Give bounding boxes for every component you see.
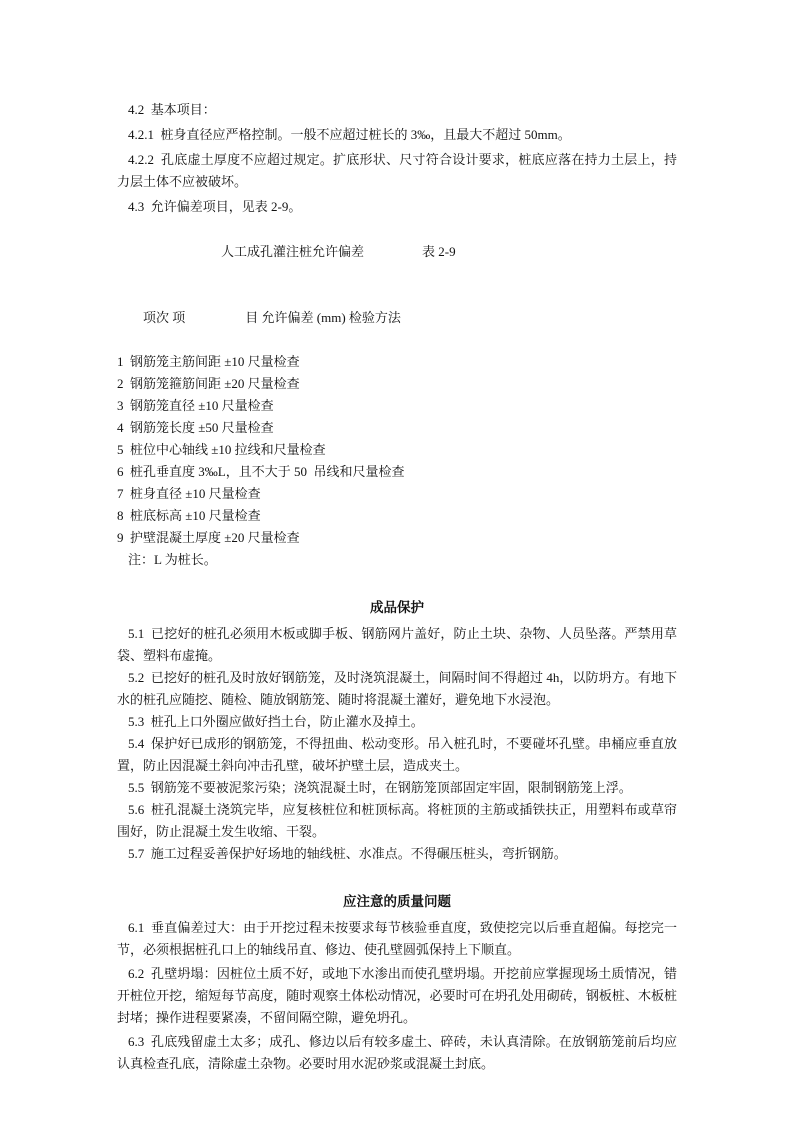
paragraph-5-2: 5.2 已挖好的桩孔及时放好钢筋笼，及时浇筑混凝土，间隔时间不得超过 4h，以防坍方。有地下水的桩孔应随挖、随检、随放钢筋笼、随时将混凝土灌好，避免地下水浸泡。 (117, 670, 677, 707)
section-heading-protection: 成品保护 (370, 600, 424, 615)
table-row: 5 桩位中心轴线 ±10 拉线和尺量检查 (117, 442, 326, 457)
table-row: 6 桩孔垂直度 3‰L，且不大于 50 吊线和尺量检查 (117, 464, 405, 479)
table-row: 3 钢筋笼直径 ±10 尺量检查 (117, 398, 274, 413)
paragraph-6-2: 6.2 孔壁坍塌：因桩位土质不好，或地下水渗出而使孔壁坍塌。开挖前应掌握现场土质情况，错开桩位开挖，缩短每节高度，随时观察土体松动情况，必要时可在坍孔处用砌砖，钢板桩、木板桩封堵；操作进程要紧凑，不留间隔空隙，避免坍孔。 (117, 966, 677, 1025)
section-product-protection (117, 597, 677, 865)
table-row: 9 护壁混凝土厚度 ±20 尺量检查 (117, 530, 300, 545)
section-quality-issues (117, 891, 677, 1075)
table-number: 表 2-9 (422, 244, 456, 259)
paragraph-5-3: 5.3 桩孔上口外圈应做好挡土台，防止灌水及掉土。 (128, 714, 424, 729)
section-heading-quality: 应注意的质量问题 (343, 894, 451, 909)
table-header-right: 目 允许偏差 (mm) 检验方法 (245, 310, 401, 325)
paragraph-4-2: 4.2 基本项目： (128, 102, 216, 117)
paragraph-5-5: 5.5 钢筋笼不要被泥浆污染；浇筑混凝土时，在钢筋笼顶部固定牢固，限制钢筋笼上浮。 (128, 780, 632, 795)
paragraph-4-3: 4.3 允许偏差项目，见表 2-9。 (128, 199, 302, 214)
table-title: 人工成孔灌注桩允许偏差 (221, 244, 365, 259)
table-header-row (117, 285, 677, 351)
table-note: 注：L 为桩长。 (128, 552, 217, 567)
paragraph-6-3: 6.3 孔底残留虚土太多；成孔、修边以后有较多虚土、碎砖，未认真清除。在放钢筋笼前后均应认真检查孔底，清除虚土杂物。必要时用水泥砂浆或混凝土封底。 (117, 1034, 677, 1071)
table-title-row (117, 219, 677, 285)
table-header-left: 项次 项 (143, 310, 186, 325)
paragraph-4-2-1: 4.2.1 桩身直径应严格控制。一般不应超过桩长的 3‰，且最大不超过 50mm。 (128, 127, 571, 142)
tolerance-table (117, 219, 677, 571)
table-row: 1 钢筋笼主筋间距 ±10 尺量检查 (117, 354, 300, 369)
table-row: 2 钢筋笼箍筋间距 ±20 尺量检查 (117, 376, 300, 391)
paragraph-5-6: 5.6 桩孔混凝土浇筑完毕，应复核桩位和桩顶标高。将桩顶的主筋或插铁扶正，用塑料布或草帘围好，防止混凝土发生收缩、干裂。 (117, 802, 677, 839)
paragraph-5-7: 5.7 施工过程妥善保护好场地的轴线桩、水准点。不得碾压桩头，弯折钢筋。 (128, 846, 567, 861)
document-content (117, 0, 677, 1077)
paragraph-6-1: 6.1 垂直偏差过大：由于开挖过程未按要求每节核验垂直度，致使挖完以后垂直超偏。每挖完一节，必须根据桩孔口上的轴线吊直、修边、使孔壁圆弧保持上下顺直。 (117, 920, 677, 957)
table-row: 8 桩底标高 ±10 尺量检查 (117, 508, 261, 523)
paragraph-5-1: 5.1 已挖好的桩孔必须用木板或脚手板、钢筋网片盖好，防止土块、杂物、人员坠落。严禁用草袋、塑料布虚掩。 (117, 626, 677, 663)
paragraph-5-4: 5.4 保护好已成形的钢筋笼，不得扭曲、松动变形。吊入桩孔时，不要碰坏孔壁。串桶应垂直放置，防止因混凝土斜向冲击孔壁，破坏护壁土层，造成夹土。 (117, 736, 677, 773)
paragraph-4-2-2: 4.2.2 孔底虚土厚度不应超过规定。扩底形状、尺寸符合设计要求，桩底应落在持力土层上，持力层土体不应被破坏。 (117, 152, 677, 189)
section-basic-items (117, 99, 677, 218)
table-row: 7 桩身直径 ±10 尺量检查 (117, 486, 261, 501)
table-row: 4 钢筋笼长度 ±50 尺量检查 (117, 420, 274, 435)
